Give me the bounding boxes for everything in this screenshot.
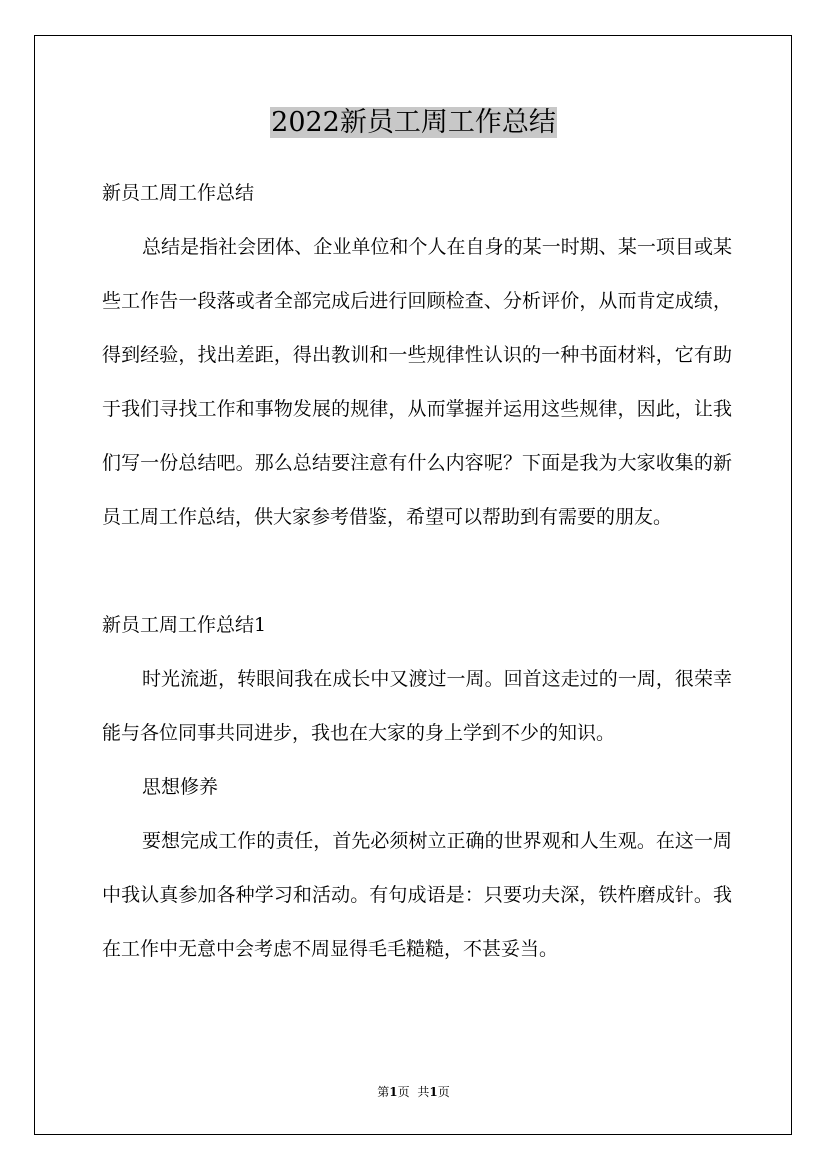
document-title bbox=[0, 103, 827, 143]
section-heading: 新员工周工作总结 bbox=[102, 182, 255, 204]
document-title-text: 2022新员工周工作总结 bbox=[271, 107, 556, 138]
total-suffix: 页 bbox=[437, 1085, 450, 1099]
page-prefix: 第 bbox=[377, 1085, 390, 1099]
total-pages: 1 bbox=[429, 1085, 438, 1099]
intro-paragraph: 总结是指社会团体、企业单位和个人在自身的某一时期、某一项目或某些工作告一段落或者全部完成后进行回顾检查、分析评价，从而肯定成绩，得到经验，找出差距，得出教训和一些规律性认识的一种书面材料，它有助于我们寻找工作和事物发展的规律，从而掌握并运用这些规律，因此，让我们写一份总结吧。那么总结要注意有什么内容呢？下面是我为大家收集的新员工周工作总结，供大家参考借鉴，希望可以帮助到有需要的朋友。 bbox=[102, 236, 732, 528]
page-number: 1 bbox=[389, 1085, 398, 1099]
body-paragraph: 时光流逝，转眼间我在成长中又渡过一周。回首这走过的一周，很荣幸能与各位同事共同进步，我也在大家的身上学到不少的知识。 bbox=[102, 668, 732, 744]
document-body bbox=[102, 166, 732, 976]
total-prefix: 共 bbox=[417, 1085, 430, 1099]
subsection-heading: 思想修养 bbox=[142, 776, 219, 798]
section-heading-1: 新员工周工作总结1 bbox=[102, 614, 267, 636]
page-footer bbox=[0, 1083, 827, 1101]
body-paragraph: 要想完成工作的责任，首先必须树立正确的世界观和人生观。在这一周中我认真参加各种学习和活动。有句成语是：只要功夫深，铁杵磨成针。我在工作中无意中会考虑不周显得毛毛糙糙，不甚妥当。 bbox=[102, 830, 732, 960]
page-suffix: 页 bbox=[397, 1085, 410, 1099]
paragraph-spacer bbox=[102, 544, 732, 598]
